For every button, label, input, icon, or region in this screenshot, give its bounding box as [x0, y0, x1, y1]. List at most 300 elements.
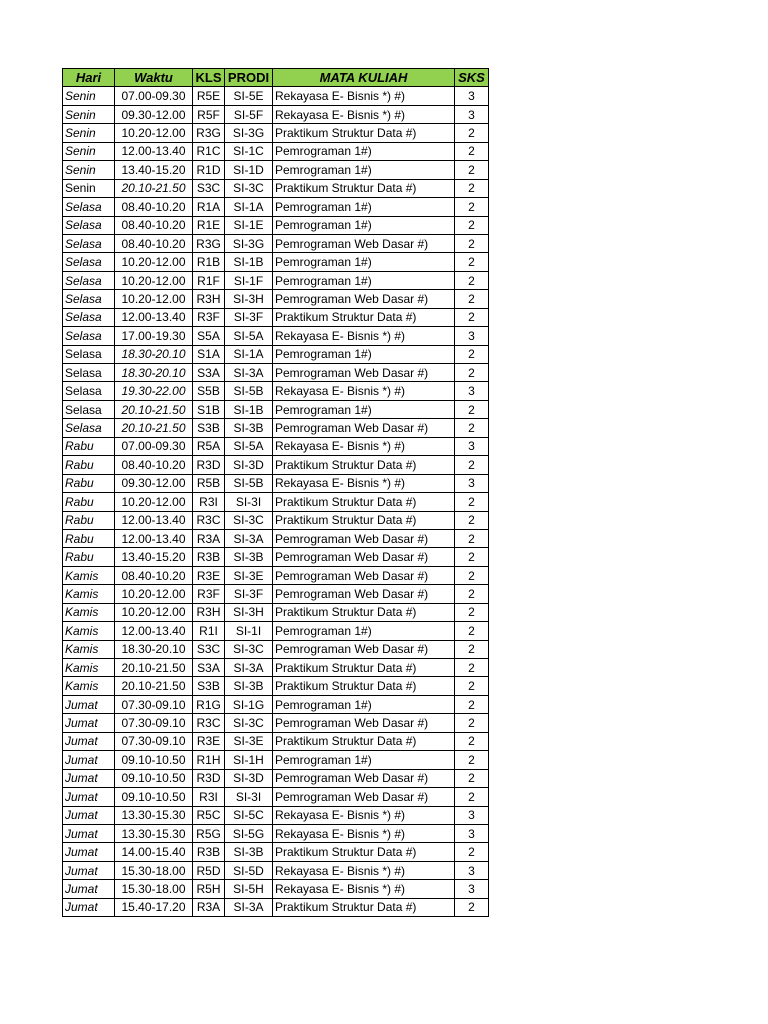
cell-hari: Rabu: [63, 456, 115, 474]
header-kls: KLS: [193, 69, 225, 87]
cell-kls: R3E: [193, 732, 225, 750]
cell-hari: Senin: [63, 124, 115, 142]
cell-hari: Selasa: [63, 345, 115, 363]
cell-prodi: SI-3F: [225, 585, 273, 603]
header-row: [63, 69, 489, 87]
cell-sks: 3: [455, 880, 489, 898]
cell-hari: Jumat: [63, 898, 115, 916]
cell-waktu: 09.10-10.50: [115, 769, 193, 787]
cell-hari: Senin: [63, 105, 115, 123]
cell-hari: Selasa: [63, 327, 115, 345]
table-row: [63, 898, 489, 916]
table-row: [63, 345, 489, 363]
cell-hari: Kamis: [63, 566, 115, 584]
cell-prodi: SI-1F: [225, 271, 273, 289]
cell-kls: S3B: [193, 419, 225, 437]
cell-waktu: 08.40-10.20: [115, 566, 193, 584]
cell-waktu: 07.00-09.30: [115, 437, 193, 455]
cell-hari: Senin: [63, 161, 115, 179]
cell-kls: R5F: [193, 105, 225, 123]
cell-prodi: SI-3E: [225, 732, 273, 750]
cell-mata-kuliah: Praktikum Struktur Data #): [273, 898, 455, 916]
cell-prodi: SI-3D: [225, 456, 273, 474]
cell-mata-kuliah: Pemrograman 1#): [273, 622, 455, 640]
cell-mata-kuliah: Rekayasa E- Bisnis *) #): [273, 437, 455, 455]
cell-mata-kuliah: Pemrograman 1#): [273, 345, 455, 363]
cell-sks: 2: [455, 732, 489, 750]
cell-prodi: SI-3A: [225, 659, 273, 677]
cell-waktu: 13.40-15.20: [115, 161, 193, 179]
table-row: [63, 364, 489, 382]
cell-prodi: SI-1A: [225, 198, 273, 216]
cell-prodi: SI-5A: [225, 327, 273, 345]
cell-sks: 3: [455, 437, 489, 455]
cell-hari: Rabu: [63, 529, 115, 547]
cell-prodi: SI-3I: [225, 493, 273, 511]
cell-sks: 2: [455, 751, 489, 769]
cell-kls: R1C: [193, 142, 225, 160]
cell-sks: 2: [455, 695, 489, 713]
cell-hari: Rabu: [63, 511, 115, 529]
cell-waktu: 12.00-13.40: [115, 308, 193, 326]
cell-prodi: SI-3A: [225, 364, 273, 382]
cell-sks: 2: [455, 714, 489, 732]
cell-hari: Selasa: [63, 364, 115, 382]
cell-hari: Jumat: [63, 824, 115, 842]
cell-hari: Kamis: [63, 585, 115, 603]
cell-mata-kuliah: Pemrograman Web Dasar #): [273, 419, 455, 437]
cell-sks: 2: [455, 271, 489, 289]
cell-prodi: SI-1B: [225, 400, 273, 418]
cell-sks: 2: [455, 234, 489, 252]
table-row: [63, 474, 489, 492]
cell-kls: R5D: [193, 861, 225, 879]
cell-sks: 2: [455, 659, 489, 677]
cell-mata-kuliah: Pemrograman 1#): [273, 751, 455, 769]
cell-waktu: 15.40-17.20: [115, 898, 193, 916]
cell-waktu: 15.30-18.00: [115, 880, 193, 898]
cell-hari: Selasa: [63, 253, 115, 271]
table-row: [63, 382, 489, 400]
cell-kls: R3C: [193, 714, 225, 732]
cell-waktu: 19.30-22.00: [115, 382, 193, 400]
cell-waktu: 18.30-20.10: [115, 345, 193, 363]
cell-mata-kuliah: Praktikum Struktur Data #): [273, 493, 455, 511]
cell-mata-kuliah: Pemrograman 1#): [273, 198, 455, 216]
table-row: [63, 419, 489, 437]
cell-prodi: SI-1G: [225, 695, 273, 713]
cell-sks: 2: [455, 364, 489, 382]
table-row: [63, 198, 489, 216]
cell-prodi: SI-3B: [225, 677, 273, 695]
cell-waktu: 07.00-09.30: [115, 87, 193, 105]
cell-kls: R3F: [193, 585, 225, 603]
cell-mata-kuliah: Pemrograman Web Dasar #): [273, 640, 455, 658]
cell-waktu: 10.20-12.00: [115, 585, 193, 603]
cell-mata-kuliah: Rekayasa E- Bisnis *) #): [273, 474, 455, 492]
cell-kls: S3C: [193, 640, 225, 658]
cell-prodi: SI-5A: [225, 437, 273, 455]
table-row: [63, 751, 489, 769]
header-mata-kuliah: MATA KULIAH: [273, 69, 455, 87]
cell-kls: R1A: [193, 198, 225, 216]
cell-hari: Selasa: [63, 382, 115, 400]
cell-kls: S5A: [193, 327, 225, 345]
cell-kls: S1A: [193, 345, 225, 363]
cell-hari: Jumat: [63, 788, 115, 806]
cell-kls: S3A: [193, 364, 225, 382]
header-prodi: PRODI: [225, 69, 273, 87]
table-row: [63, 788, 489, 806]
table-row: [63, 880, 489, 898]
cell-sks: 2: [455, 290, 489, 308]
table-row: [63, 566, 489, 584]
table-row: [63, 824, 489, 842]
cell-sks: 2: [455, 124, 489, 142]
cell-prodi: SI-5E: [225, 87, 273, 105]
cell-prodi: SI-3A: [225, 529, 273, 547]
cell-prodi: SI-5B: [225, 474, 273, 492]
cell-waktu: 15.30-18.00: [115, 861, 193, 879]
table-row: [63, 105, 489, 123]
cell-sks: 3: [455, 474, 489, 492]
table-row: [63, 161, 489, 179]
cell-kls: R3H: [193, 290, 225, 308]
cell-kls: R1I: [193, 622, 225, 640]
cell-sks: 3: [455, 382, 489, 400]
cell-mata-kuliah: Pemrograman Web Dasar #): [273, 234, 455, 252]
cell-waktu: 07.30-09.10: [115, 695, 193, 713]
cell-mata-kuliah: Pemrograman Web Dasar #): [273, 529, 455, 547]
cell-mata-kuliah: Praktikum Struktur Data #): [273, 124, 455, 142]
cell-mata-kuliah: Rekayasa E- Bisnis *) #): [273, 87, 455, 105]
cell-prodi: SI-3I: [225, 788, 273, 806]
table-row: [63, 714, 489, 732]
table-row: [63, 290, 489, 308]
cell-waktu: 20.10-21.50: [115, 677, 193, 695]
schedule-table: [62, 68, 489, 917]
cell-prodi: SI-5G: [225, 824, 273, 842]
cell-waktu: 14.00-15.40: [115, 843, 193, 861]
cell-mata-kuliah: Pemrograman 1#): [273, 142, 455, 160]
cell-prodi: SI-5H: [225, 880, 273, 898]
cell-waktu: 20.10-21.50: [115, 659, 193, 677]
cell-mata-kuliah: Pemrograman 1#): [273, 695, 455, 713]
cell-prodi: SI-5C: [225, 806, 273, 824]
cell-sks: 3: [455, 87, 489, 105]
cell-kls: R5B: [193, 474, 225, 492]
table-row: [63, 603, 489, 621]
cell-sks: 2: [455, 548, 489, 566]
cell-prodi: SI-1H: [225, 751, 273, 769]
cell-prodi: SI-1B: [225, 253, 273, 271]
cell-hari: Kamis: [63, 603, 115, 621]
cell-kls: R1G: [193, 695, 225, 713]
table-row: [63, 548, 489, 566]
cell-waktu: 12.00-13.40: [115, 529, 193, 547]
cell-kls: R3I: [193, 788, 225, 806]
cell-mata-kuliah: Rekayasa E- Bisnis *) #): [273, 105, 455, 123]
cell-hari: Kamis: [63, 622, 115, 640]
cell-hari: Senin: [63, 142, 115, 160]
table-row: [63, 179, 489, 197]
table-row: [63, 437, 489, 455]
cell-kls: R1B: [193, 253, 225, 271]
cell-mata-kuliah: Rekayasa E- Bisnis *) #): [273, 806, 455, 824]
cell-waktu: 10.20-12.00: [115, 603, 193, 621]
table-row: [63, 124, 489, 142]
cell-hari: Rabu: [63, 437, 115, 455]
cell-waktu: 09.30-12.00: [115, 474, 193, 492]
cell-sks: 2: [455, 898, 489, 916]
cell-prodi: SI-3C: [225, 714, 273, 732]
cell-prodi: SI-1D: [225, 161, 273, 179]
cell-waktu: 18.30-20.10: [115, 364, 193, 382]
cell-sks: 3: [455, 327, 489, 345]
cell-mata-kuliah: Pemrograman 1#): [273, 271, 455, 289]
cell-prodi: SI-5B: [225, 382, 273, 400]
cell-hari: Selasa: [63, 419, 115, 437]
table-row: [63, 253, 489, 271]
table-row: [63, 677, 489, 695]
cell-waktu: 12.00-13.40: [115, 142, 193, 160]
table-row: [63, 493, 489, 511]
cell-mata-kuliah: Pemrograman Web Dasar #): [273, 714, 455, 732]
table-row: [63, 843, 489, 861]
table-row: [63, 806, 489, 824]
cell-kls: R3G: [193, 234, 225, 252]
cell-hari: Rabu: [63, 493, 115, 511]
cell-mata-kuliah: Rekayasa E- Bisnis *) #): [273, 861, 455, 879]
cell-kls: S3A: [193, 659, 225, 677]
cell-waktu: 08.40-10.20: [115, 198, 193, 216]
cell-mata-kuliah: Rekayasa E- Bisnis *) #): [273, 824, 455, 842]
cell-mata-kuliah: Pemrograman Web Dasar #): [273, 769, 455, 787]
cell-waktu: 10.20-12.00: [115, 290, 193, 308]
cell-mata-kuliah: Rekayasa E- Bisnis *) #): [273, 327, 455, 345]
cell-hari: Jumat: [63, 861, 115, 879]
cell-hari: Jumat: [63, 806, 115, 824]
cell-hari: Selasa: [63, 271, 115, 289]
cell-hari: Jumat: [63, 769, 115, 787]
table-row: [63, 456, 489, 474]
table-row: [63, 659, 489, 677]
cell-sks: 2: [455, 603, 489, 621]
cell-prodi: SI-3H: [225, 603, 273, 621]
cell-waktu: 08.40-10.20: [115, 234, 193, 252]
cell-waktu: 10.20-12.00: [115, 124, 193, 142]
table-row: [63, 861, 489, 879]
cell-prodi: SI-1A: [225, 345, 273, 363]
header-waktu: Waktu: [115, 69, 193, 87]
cell-waktu: 12.00-13.40: [115, 511, 193, 529]
cell-prodi: SI-5F: [225, 105, 273, 123]
cell-kls: R3G: [193, 124, 225, 142]
cell-hari: Rabu: [63, 474, 115, 492]
cell-sks: 2: [455, 198, 489, 216]
table-row: [63, 585, 489, 603]
table-row: [63, 216, 489, 234]
cell-sks: 2: [455, 142, 489, 160]
cell-waktu: 10.20-12.00: [115, 253, 193, 271]
table-row: [63, 400, 489, 418]
cell-kls: R3I: [193, 493, 225, 511]
cell-mata-kuliah: Praktikum Struktur Data #): [273, 659, 455, 677]
cell-kls: R3A: [193, 898, 225, 916]
cell-hari: Kamis: [63, 659, 115, 677]
cell-prodi: SI-3C: [225, 640, 273, 658]
cell-hari: Kamis: [63, 677, 115, 695]
header-sks: SKS: [455, 69, 489, 87]
cell-mata-kuliah: Pemrograman Web Dasar #): [273, 364, 455, 382]
cell-mata-kuliah: Praktikum Struktur Data #): [273, 511, 455, 529]
cell-sks: 2: [455, 308, 489, 326]
cell-mata-kuliah: Praktikum Struktur Data #): [273, 456, 455, 474]
cell-prodi: SI-3G: [225, 234, 273, 252]
table-row: [63, 732, 489, 750]
cell-sks: 2: [455, 622, 489, 640]
cell-waktu: 07.30-09.10: [115, 732, 193, 750]
cell-sks: 2: [455, 769, 489, 787]
cell-waktu: 10.20-12.00: [115, 271, 193, 289]
cell-prodi: SI-3B: [225, 419, 273, 437]
cell-kls: R1H: [193, 751, 225, 769]
cell-kls: R1F: [193, 271, 225, 289]
cell-mata-kuliah: Pemrograman Web Dasar #): [273, 585, 455, 603]
cell-kls: R3F: [193, 308, 225, 326]
cell-waktu: 09.10-10.50: [115, 788, 193, 806]
cell-sks: 2: [455, 493, 489, 511]
cell-kls: S5B: [193, 382, 225, 400]
schedule-body: [63, 87, 489, 917]
cell-waktu: 09.30-12.00: [115, 105, 193, 123]
cell-sks: 2: [455, 456, 489, 474]
cell-sks: 3: [455, 824, 489, 842]
table-row: [63, 327, 489, 345]
cell-waktu: 07.30-09.10: [115, 714, 193, 732]
cell-mata-kuliah: Pemrograman Web Dasar #): [273, 548, 455, 566]
table-row: [63, 271, 489, 289]
cell-waktu: 13.30-15.30: [115, 806, 193, 824]
cell-kls: R3B: [193, 548, 225, 566]
cell-prodi: SI-3F: [225, 308, 273, 326]
cell-kls: S3C: [193, 179, 225, 197]
cell-sks: 3: [455, 861, 489, 879]
cell-kls: R3C: [193, 511, 225, 529]
cell-sks: 2: [455, 529, 489, 547]
cell-sks: 2: [455, 843, 489, 861]
cell-hari: Jumat: [63, 695, 115, 713]
cell-kls: S1B: [193, 400, 225, 418]
cell-kls: R3D: [193, 769, 225, 787]
cell-mata-kuliah: Pemrograman 1#): [273, 253, 455, 271]
cell-prodi: SI-3C: [225, 511, 273, 529]
cell-waktu: 08.40-10.20: [115, 456, 193, 474]
cell-prodi: SI-3G: [225, 124, 273, 142]
cell-mata-kuliah: Praktikum Struktur Data #): [273, 179, 455, 197]
cell-mata-kuliah: Praktikum Struktur Data #): [273, 677, 455, 695]
cell-waktu: 20.10-21.50: [115, 400, 193, 418]
cell-waktu: 13.40-15.20: [115, 548, 193, 566]
cell-mata-kuliah: Pemrograman 1#): [273, 161, 455, 179]
table-row: [63, 234, 489, 252]
cell-prodi: SI-3H: [225, 290, 273, 308]
cell-kls: R3D: [193, 456, 225, 474]
cell-kls: S3B: [193, 677, 225, 695]
cell-kls: R5E: [193, 87, 225, 105]
cell-sks: 2: [455, 161, 489, 179]
cell-waktu: 17.00-19.30: [115, 327, 193, 345]
cell-sks: 2: [455, 511, 489, 529]
cell-sks: 2: [455, 400, 489, 418]
cell-prodi: SI-3E: [225, 566, 273, 584]
cell-hari: Selasa: [63, 198, 115, 216]
cell-hari: Selasa: [63, 290, 115, 308]
cell-sks: 2: [455, 179, 489, 197]
cell-kls: R1D: [193, 161, 225, 179]
table-row: [63, 769, 489, 787]
table-row: [63, 87, 489, 105]
cell-sks: 2: [455, 640, 489, 658]
cell-sks: 2: [455, 566, 489, 584]
cell-hari: Selasa: [63, 308, 115, 326]
cell-hari: Jumat: [63, 732, 115, 750]
table-row: [63, 640, 489, 658]
cell-hari: Jumat: [63, 714, 115, 732]
cell-waktu: 20.10-21.50: [115, 419, 193, 437]
cell-kls: R3B: [193, 843, 225, 861]
cell-kls: R5G: [193, 824, 225, 842]
cell-waktu: 09.10-10.50: [115, 751, 193, 769]
cell-sks: 2: [455, 253, 489, 271]
cell-prodi: SI-3B: [225, 843, 273, 861]
cell-hari: Jumat: [63, 751, 115, 769]
cell-sks: 2: [455, 345, 489, 363]
cell-hari: Jumat: [63, 880, 115, 898]
cell-sks: 2: [455, 585, 489, 603]
cell-sks: 2: [455, 216, 489, 234]
cell-hari: Jumat: [63, 843, 115, 861]
cell-mata-kuliah: Praktikum Struktur Data #): [273, 603, 455, 621]
cell-kls: R3H: [193, 603, 225, 621]
cell-hari: Rabu: [63, 548, 115, 566]
cell-waktu: 13.30-15.30: [115, 824, 193, 842]
cell-prodi: SI-1C: [225, 142, 273, 160]
cell-hari: Selasa: [63, 400, 115, 418]
cell-kls: R3E: [193, 566, 225, 584]
cell-prodi: SI-1E: [225, 216, 273, 234]
table-row: [63, 308, 489, 326]
cell-prodi: SI-1I: [225, 622, 273, 640]
cell-mata-kuliah: Pemrograman Web Dasar #): [273, 290, 455, 308]
cell-kls: R5C: [193, 806, 225, 824]
cell-waktu: 08.40-10.20: [115, 216, 193, 234]
cell-prodi: SI-3C: [225, 179, 273, 197]
cell-hari: Selasa: [63, 234, 115, 252]
table-row: [63, 511, 489, 529]
cell-mata-kuliah: Pemrograman 1#): [273, 400, 455, 418]
cell-hari: Selasa: [63, 216, 115, 234]
table-row: [63, 622, 489, 640]
cell-hari: Kamis: [63, 640, 115, 658]
cell-kls: R1E: [193, 216, 225, 234]
cell-waktu: 20.10-21.50: [115, 179, 193, 197]
cell-mata-kuliah: Praktikum Struktur Data #): [273, 732, 455, 750]
cell-waktu: 18.30-20.10: [115, 640, 193, 658]
cell-mata-kuliah: Rekayasa E- Bisnis *) #): [273, 880, 455, 898]
table-row: [63, 695, 489, 713]
cell-prodi: SI-3D: [225, 769, 273, 787]
